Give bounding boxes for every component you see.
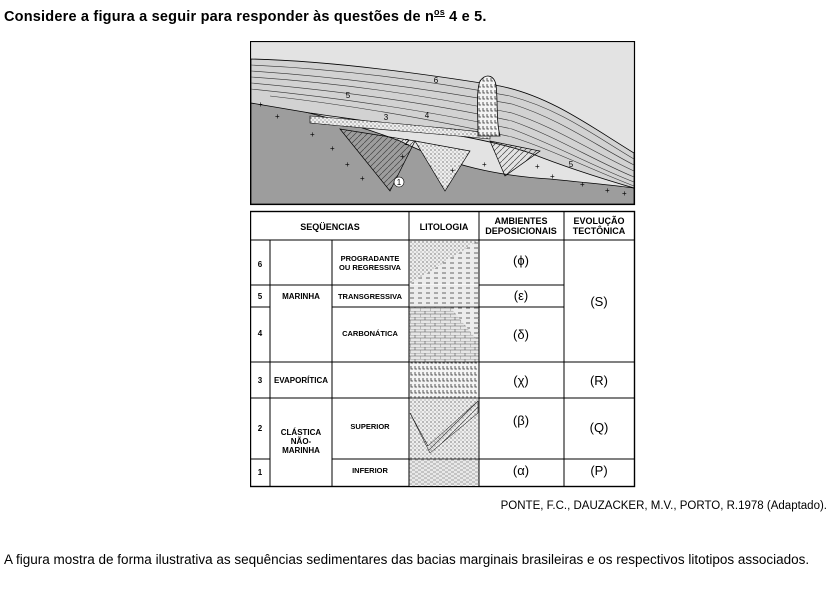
unit-label-5-left: 5 <box>345 91 351 100</box>
row-number-6: 6 <box>257 260 263 269</box>
env-chi: (χ) <box>513 373 529 388</box>
sub-inferior: INFERIOR <box>352 466 388 475</box>
unit-label-6: 6 <box>433 76 439 85</box>
sub-superior: SUPERIOR <box>350 422 390 431</box>
heading-suffix: 4 e 5. <box>444 8 487 25</box>
heading-superscript: os <box>434 7 445 17</box>
svg-text:+: + <box>400 152 405 161</box>
cross-section <box>251 42 635 205</box>
svg-text:+: + <box>580 180 585 189</box>
tectonic-s: (S) <box>590 294 608 309</box>
env-beta: (β) <box>512 413 530 428</box>
header-sequencias: SEQÜENCIAS <box>300 222 360 232</box>
svg-text:+: + <box>360 174 365 183</box>
group-marinha: MARINHA <box>282 292 320 301</box>
env-alpha: (α) <box>512 463 530 478</box>
sequence-table <box>250 211 635 487</box>
svg-text:+: + <box>482 160 487 169</box>
heading-prefix: Considere a figura a seguir para responder às questões de n <box>4 8 435 25</box>
svg-text:+: + <box>345 160 350 169</box>
figure-source: PONTE, F.C., DAUZACKER, M.V., PORTO, R.1978 (Adaptado). <box>500 500 827 512</box>
question-heading <box>4 7 487 25</box>
group-clastica-3: MARINHA <box>282 446 320 455</box>
body-paragraph: A figura mostra de forma ilustrativa as sequências sedimentares das bacias marginais brasileiras e os respectivos litotipos associados. <box>4 552 810 567</box>
unit-label-4: 4 <box>424 111 430 120</box>
group-clastica-2: NÃO- <box>290 437 312 446</box>
header-ambientes-1: AMBIENTES <box>494 216 548 226</box>
unit-label-2: 2 <box>404 138 410 147</box>
sub-progradante: PROGRADANTE <box>340 254 400 263</box>
header-evolucao-1: EVOLUÇÃO <box>573 216 625 226</box>
row-number-1: 1 <box>257 468 263 477</box>
svg-text:+: + <box>330 144 335 153</box>
tectonic-p: (P) <box>590 463 608 478</box>
sub-carbonatica: CARBONÁTICA <box>342 329 398 338</box>
figure <box>250 41 636 489</box>
svg-text:+: + <box>550 172 555 181</box>
header-ambientes-2: DEPOSICIONAIS <box>485 226 557 236</box>
unit-label-1: 1 <box>396 178 402 187</box>
tectonic-r: (R) <box>589 373 609 388</box>
row-number-4: 4 <box>257 329 263 338</box>
svg-text:+: + <box>535 162 540 171</box>
svg-text:+: + <box>258 100 263 109</box>
group-evaporitica: EVAPORÍTICA <box>273 376 329 385</box>
row-number-3: 3 <box>257 376 263 385</box>
unit-label-5-right: 5 <box>568 160 574 169</box>
svg-text:+: + <box>275 112 280 121</box>
env-epsilon: (ε) <box>513 288 529 303</box>
svg-text:+: + <box>310 130 315 139</box>
unit-label-3: 3 <box>383 113 389 122</box>
env-delta: (δ) <box>513 327 529 342</box>
lithology-column <box>409 241 479 487</box>
sub-transgressiva: TRANSGRESSIVA <box>337 292 403 301</box>
env-phi: (ϕ) <box>513 253 529 268</box>
row-number-2: 2 <box>257 424 263 433</box>
row-number-5: 5 <box>257 292 263 301</box>
tectonic-q: (Q) <box>589 420 609 435</box>
header-evolucao-2: TECTÔNICA <box>572 226 626 236</box>
svg-text:+: + <box>605 186 610 195</box>
svg-text:+: + <box>450 166 455 175</box>
sub-regressiva: OU REGRESSIVA <box>339 263 401 272</box>
group-clastica-1: CLÁSTICA <box>280 428 322 437</box>
header-litologia: LITOLOGIA <box>419 222 469 232</box>
svg-text:+: + <box>622 189 627 198</box>
